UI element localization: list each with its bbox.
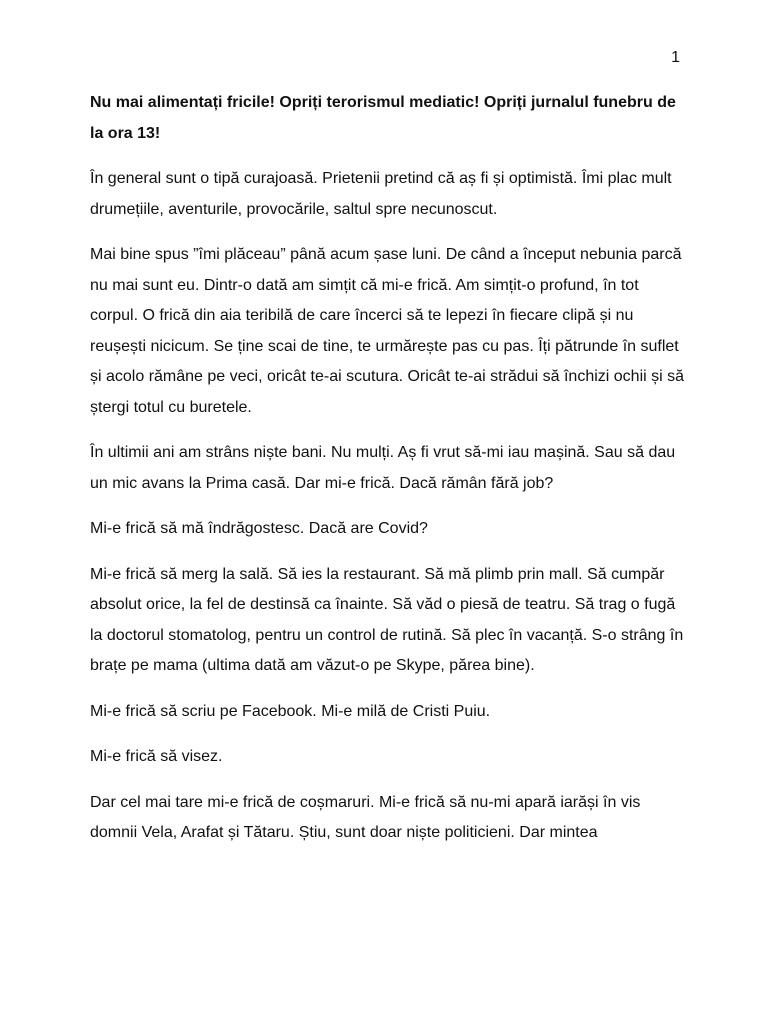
paragraph: În general sunt o tipă curajoasă. Prietenii pretind că aș fi și optimistă. Îmi plac mult drumețiile, aventurile, provocările, saltul spre necunoscut. xyxy=(90,170,672,218)
paragraph: Mi-e frică să merg la sală. Să ies la restaurant. Să mă plimb prin mall. Să cumpăr absolut orice, la fel de destinsă ca înainte. Să văd o piesă de teatru. Să trag o fugă la doctorul stomatolog, pentru un control de rutină. Să plec în vacanță. S-o strâng în brațe pe mama (ultima dată am văzut-o pe Skype, părea bine). xyxy=(90,565,684,674)
paragraph: Mai bine spus ”îmi plăceau” până acum șase luni. De când a început nebunia parcă nu mai sunt eu. Dintr-o dată am simțit că mi-e frică. Am simțit-o profund, în tot corpul. O frică din aia teribilă de care încerci să te lepezi în fiecare clipă și nu reușești nicicum. Se ține scai de tine, te urmărește pas cu pas. Îți pătrunde în suflet și acolo rămâne pe veci, oricât te-ai scutura. Oricât te-ai strădui să închizi ochii și să ștergi totul cu buretele. xyxy=(90,246,685,416)
paragraph: Dar cel mai tare mi-e frică de coșmaruri. Mi-e frică să nu-mi apară iarăși în vis domnii Vela, Arafat și Tătaru. Știu, sunt doar niște politicieni. Dar mintea xyxy=(90,793,641,841)
paragraph: Mi-e frică să scriu pe Facebook. Mi-e milă de Cristi Puiu. xyxy=(90,702,491,720)
page-number: 1 xyxy=(671,49,680,66)
paragraph: În ultimii ani am strâns niște bani. Nu mulți. Aș fi vrut să-mi iau mașină. Sau să dau un mic avans la Prima casă. Dar mi-e frică. Dacă rămân fără job? xyxy=(90,444,676,492)
paragraph: Mi-e frică să visez. xyxy=(90,748,223,765)
paragraph: Mi-e frică să mă îndrăgostesc. Dacă are Covid? xyxy=(90,520,428,537)
article-title: Nu mai alimentați fricile! Opriți terorismul mediatic! Opriți jurnalul funebru de la ora 13! xyxy=(90,94,676,142)
article-body xyxy=(90,88,686,864)
